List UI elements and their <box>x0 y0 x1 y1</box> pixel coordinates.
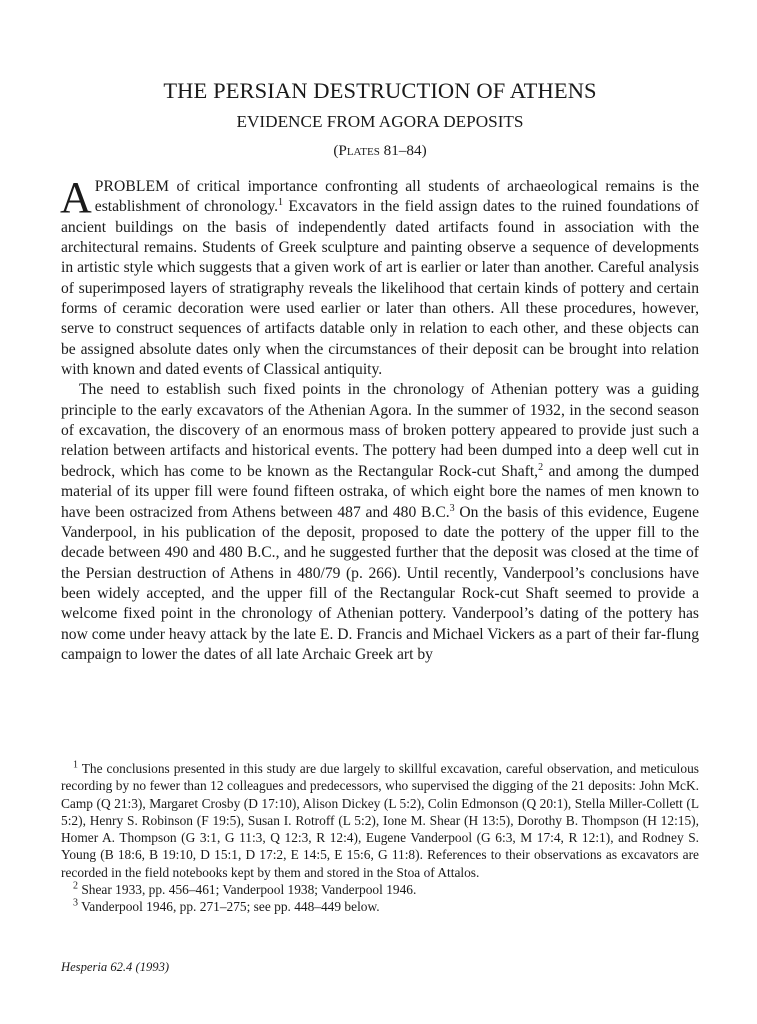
footnote-ref-2[interactable]: 2 <box>538 461 544 473</box>
journal-citation: Hesperia 62.4 (1993) <box>61 960 170 974</box>
footnote-2-number: 2 <box>73 880 78 892</box>
footnote-1-number: 1 <box>73 759 78 771</box>
article-title: THE PERSIAN DESTRUCTION OF ATHENS <box>163 78 597 103</box>
footnotes <box>61 760 699 916</box>
footnote-2-text: Shear 1933, pp. 456–461; Vanderpool 1938; Vanderpool 1946. <box>78 882 417 898</box>
drop-cap: A <box>60 173 92 222</box>
paragraph-2-text-b: and among the dumped material of its upper fill were found fifteen ostraka, of which eight bore the names of men known to have been ostracized from Athens between 487 and 480 B.C. <box>61 462 699 521</box>
article-page <box>61 78 699 665</box>
footnote-3-number: 3 <box>73 897 78 909</box>
article-subtitle: EVIDENCE FROM AGORA DEPOSITS <box>236 112 524 131</box>
footnote-ref-3[interactable]: 3 <box>449 502 455 514</box>
footnote-ref-1[interactable]: 1 <box>278 197 284 209</box>
footnote-3 <box>61 898 699 915</box>
plates-reference: (Plates 81–84) <box>333 142 427 159</box>
lead-word: PROBLEM <box>94 178 170 195</box>
paragraph-1-text-b: Excavators in the field assign dates to the ruined foundations of ancient buildings on the basis of independently dated artifacts found in association with the architectural remains. Students of Greek sculpture and painting observe a sequence of developments in artistic style which suggests that a given work of art is earlier or later than another. Careful analysis of superimposed layers of stratigraphy reveals the likelihood that certain kinds of pottery and certain forms of ceramic decoration were used earlier or later than others. All these procedures, however, serve to construct sequences of artifacts datable only in relation to each other, and these objects can be assigned absolute dates only when the circumstances of their deposit can be brought into relation with known and dated events of Classical antiquity. <box>61 198 699 379</box>
paragraph-2-text-c: On the basis of this evidence, Eugene Vanderpool, in his publication of the deposit, proposed to date the pottery of the upper fill to the decade between 490 and 480 B.C., and he suggested further that the deposit was closed at the time of the Persian destruction of Athens in 480/79 (p. 266). Until recently, Vanderpool’s conclusions have been widely accepted, and the upper fill of the Rectangular Rock-cut Shaft seemed to provide a welcome fixed point in the chronology of Athenian pottery. Vanderpool’s dating of the pottery has now come under heavy attack by the late E. D. Francis and Michael Vickers as a part of their far-flung campaign to lower the dates of all late Archaic Greek art by <box>61 503 700 663</box>
paragraph-2-text-a: The need to establish such fixed points in the chronology of Athenian pottery was a guiding principle to the early excavators of the Athenian Agora. In the summer of 1932, in the second season of excavation, the discovery of an enormous mass of broken pottery appeared to provide just such a relation between artifacts and historical events. The pottery had been dumped into a deep well cut in bedrock, which has come to be known as the Rectangular Rock-cut Shaft, <box>61 381 699 480</box>
paragraph-2 <box>61 380 699 665</box>
footnote-1 <box>61 760 699 881</box>
footnote-3-text: Vanderpool 1946, pp. 271–275; see pp. 448–449 below. <box>78 899 380 915</box>
footnote-1-text: The conclusions presented in this study are due largely to skillful excavation, careful observation, and meticulous recording by no fewer than 12 colleagues and predecessors, who supervised the digging of the 21 deposits: John McK. Camp (Q 21:3), Margaret Crosby (D 17:10), Alison Dickey (L 5:2), Colin Edmonson (Q 20:1), Stella Miller-Collett (L 5:2), Henry S. Robinson (F 19:5), Susan I. Rotroff (L 5:2), Ione M. Shear (H 13:5), Dorothy B. Thompson (H 12:15), Homer A. Thompson (G 3:1, G 11:3, Q 12:3, R 12:4), Eugene Vanderpool (G 6:3, M 17:4, R 12:1), and Rodney S. Young (B 18:6, B 19:10, D 15:1, D 17:2, E 14:5, E 15:6, G 11:8). References to their observations as excavators are recorded in the field notebooks kept by them and stored in the Stoa of Attalos. <box>61 761 699 880</box>
footnote-2 <box>61 881 699 898</box>
body-text <box>60 173 700 665</box>
paragraph-1 <box>60 173 699 380</box>
paragraph-1-text-a: of critical importance confronting all students of archaeological remains is the establishment of chronology. <box>94 178 699 216</box>
